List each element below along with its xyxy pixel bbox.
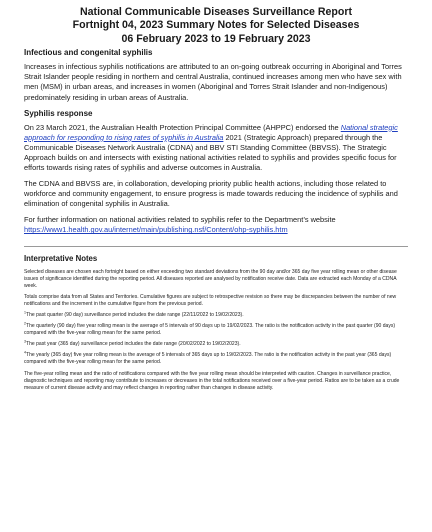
department-website-link[interactable]: https://www1.health.gov.au/internet/main/publishing.nsf/Content/ohp-syphilis.htm: [24, 225, 288, 235]
note-caution: The five-year rolling mean and the ratio of notifications compared with the five year rolling mean should be interpreted with caution. Changes in surveillance practice, diagnostic techniques and reporting may contribute to increases or decreases in the total notifications received over a five-year period. Ratios are to be taken as a crude measure of current disease activity and may reflect changes in reporting rather than changes in disease activity.: [24, 370, 400, 391]
report-date-range: 06 February 2023 to 19 February 2023: [121, 32, 311, 45]
note-text: The quarterly (90 day) five year rolling mean is the average of 5 intervals of 90 days up to 19/02/2023. The ratio is the notification activity in the past quarter (90 days) compared with the five-year rolling mean for the same period.: [24, 323, 396, 337]
note-text: The past quarter (90 day) surveillance period includes the date range (22/11/2022 to 19/02/2023).: [26, 312, 244, 318]
section-divider: [24, 246, 408, 247]
report-title: National Communicable Diseases Surveillance Report: [80, 6, 352, 18]
paragraph-text: On 23 March 2021, the Australian Health Protection Principal Committee (AHPPC) endorsed the: [24, 122, 341, 132]
section-heading: Syphilis response: [24, 108, 93, 118]
note-text: The past year (365 day) surveillance period includes the date range (20/02/2022 to 19/02/2023).: [26, 341, 241, 348]
report-subtitle: Fortnight 04, 2023 Summary Notes for Selected Diseases: [72, 19, 360, 32]
note-quarter-period: [24, 312, 408, 319]
footnote-marker: 2: [24, 321, 26, 326]
strategic-approach-paragraph: [24, 123, 408, 173]
paragraph-text: For further information on national activities related to syphilis refer to the Department’s website: [24, 215, 336, 225]
paragraph-text: 2021 (Strategic Approach) prepared through the Communicable Diseases Network Australia (CDNA) and BBV STI Standing Committee (BBVSS). The Strategic Approach builds on and intersects with existing national activities related to syphilis and provides specific focus for efforts towards rising rates of syphilis and adverse outcomes in Australia.: [24, 132, 397, 172]
section-heading: Infectious and congenital syphilis: [24, 48, 153, 58]
section-paragraph: Increases in infectious syphilis notifications are attributed to an on-going outbreak occurring in Aboriginal and Torres Strait Islander people residing in northern and central Australia, continued increases among men who have sex with men (MSM) in urban areas, and increases in women (Aboriginal and Torres Strait Islander and non-Indigenous) predominately residing in urban areas of Australia.: [24, 62, 402, 102]
footnote-marker: 1: [24, 310, 26, 315]
strategic-approach-link[interactable]: National strategic approach for responding to rising rates of syphilis in Australia: [24, 122, 398, 142]
interpretative-notes: [24, 254, 408, 392]
note-year-mean: [24, 352, 408, 366]
cdna-bbvss-paragraph: The CDNA and BBVSS are, in collaboration, developing priority public health actions, including those related to workforce and community engagement, to ensure progress is made towards reducing the incidence of syphilis and elimination of congenital syphilis in Australia.: [24, 179, 398, 209]
note-year-period: [24, 341, 408, 348]
report-header: [24, 6, 408, 46]
note-selection: Selected diseases are chosen each fortnight based on either exceeding two standard deviations from the 90 day and/or 365 day five year rolling mean or other disease issues of significance identified during the reporting period. All diseases reported are analysed by notification receive date. Data are extracted each Monday of a CDNA week.: [24, 268, 397, 289]
section-syphilis-response: [24, 109, 408, 236]
notes-heading: Interpretative Notes: [24, 253, 98, 263]
note-quarter-mean: [24, 323, 408, 337]
further-info-paragraph: [24, 215, 408, 235]
footnote-marker: 3: [24, 339, 26, 344]
footnote-marker: 4: [24, 350, 26, 355]
note-totals: Totals comprise data from all States and Territories. Cumulative figures are subject to retrospective revision so there may be discrepancies between the number of new notifications and the increment in the cumulative figure from the previous period.: [24, 293, 397, 307]
section-infectious-syphilis: [24, 48, 408, 102]
note-text: The yearly (365 day) five year rolling mean is the average of 5 intervals of 365 days up to 19/02/2023. The ratio is the notification activity in the past year (365 days) compared with the five-year rolling mean for the same period.: [24, 352, 392, 366]
